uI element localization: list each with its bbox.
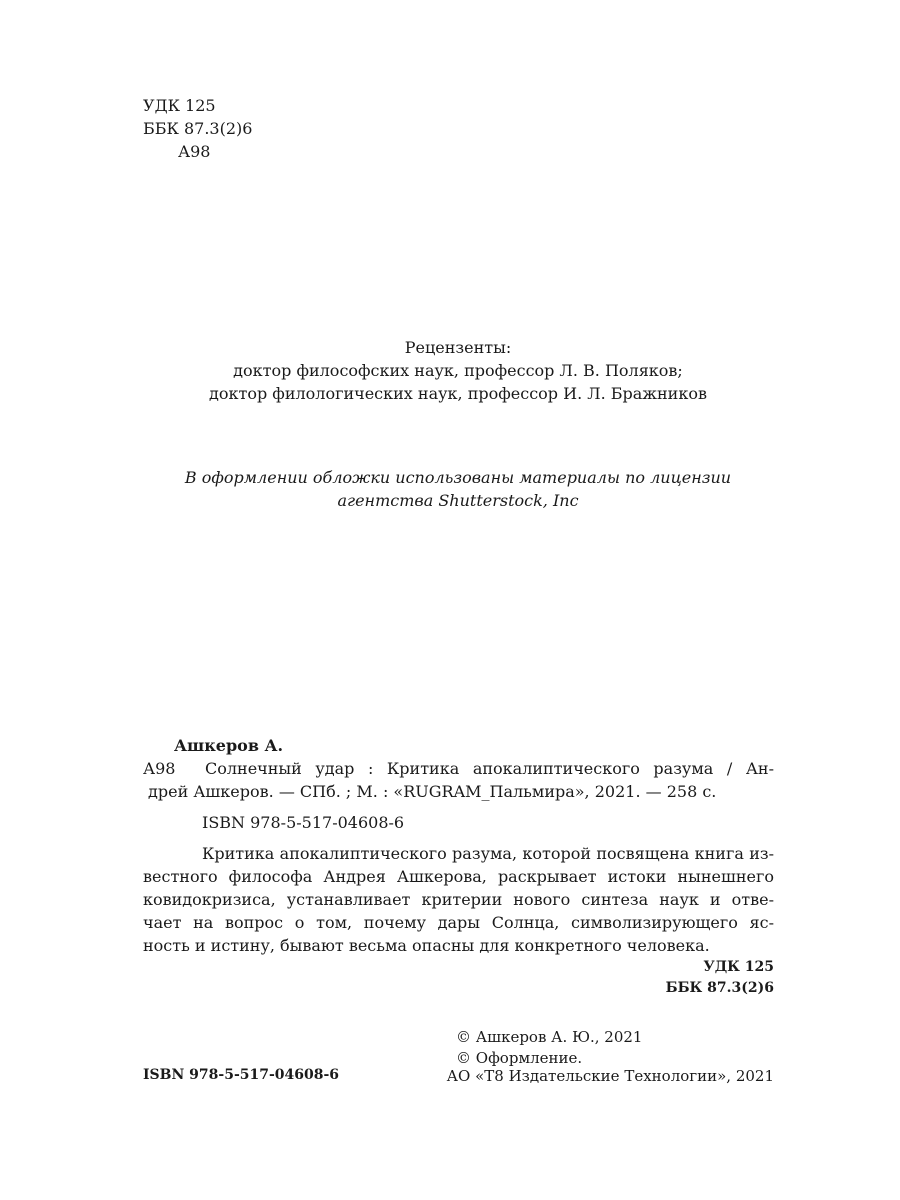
classification-codes <box>143 94 252 163</box>
isbn-bottom: ISBN 978-5-517-04608-6 <box>143 1067 340 1083</box>
copyright-design: © Оформление. <box>456 1049 583 1067</box>
reviewers-heading: Рецензенты: <box>404 338 512 357</box>
reviewer-1: доктор философских наук, профессор Л. В. Поляков; <box>233 361 683 380</box>
udk-code: УДК 125 <box>143 96 216 115</box>
record-bbk: ББК 87.3(2)6 <box>665 980 774 996</box>
bibliographic-record <box>143 734 774 999</box>
reviewer-2: доктор филологических наук, профессор И. Л. Бражников <box>209 384 707 403</box>
record-title-line-1: Солнечный удар : Критика апокалиптического разума / Ан- <box>205 759 774 778</box>
record-udk: УДК 125 <box>703 959 774 975</box>
cover-license-note <box>0 466 900 512</box>
record-title-row <box>143 757 774 780</box>
annotation-line: Критика апокалиптического разума, которой посвящена книга из- <box>202 844 774 863</box>
copyright-block <box>456 1027 642 1069</box>
record-code: А98 <box>143 759 176 778</box>
author-mark: А98 <box>178 142 211 161</box>
record-title-line-2: дрей Ашкеров. — СПб. ; М. : «RUGRAM_Пальмира», 2021. — 258 с. <box>148 782 717 801</box>
record-isbn: ISBN 978-5-517-04608-6 <box>202 813 405 832</box>
bbk-code: ББК 87.3(2)6 <box>143 119 253 138</box>
annotation-line: ность и истину, бывают весьма опасны для конкретного человека. <box>143 936 710 955</box>
annotation-line: вестного философа Андрея Ашкерова, раскрывает истоки нынешнего <box>143 867 774 886</box>
cover-note-line: В оформлении обложки использованы материалы по лицензии <box>184 468 732 487</box>
copyright-author: © Ашкеров А. Ю., 2021 <box>456 1028 643 1046</box>
copyright-publisher: АО «Т8 Издательские Технологии», 2021 <box>446 1067 774 1085</box>
annotation-line: чает на вопрос о том, почему дары Солнца, символизирующего яс- <box>143 913 774 932</box>
cover-note-line: агентства Shutterstock, Inc <box>337 491 579 510</box>
annotation-line: ковидокризиса, устанавливает критерии нового синтеза наук и отве- <box>143 890 774 909</box>
record-annotation <box>143 842 774 957</box>
reviewers-block <box>0 336 900 405</box>
record-author: Ашкеров А. <box>174 736 284 755</box>
